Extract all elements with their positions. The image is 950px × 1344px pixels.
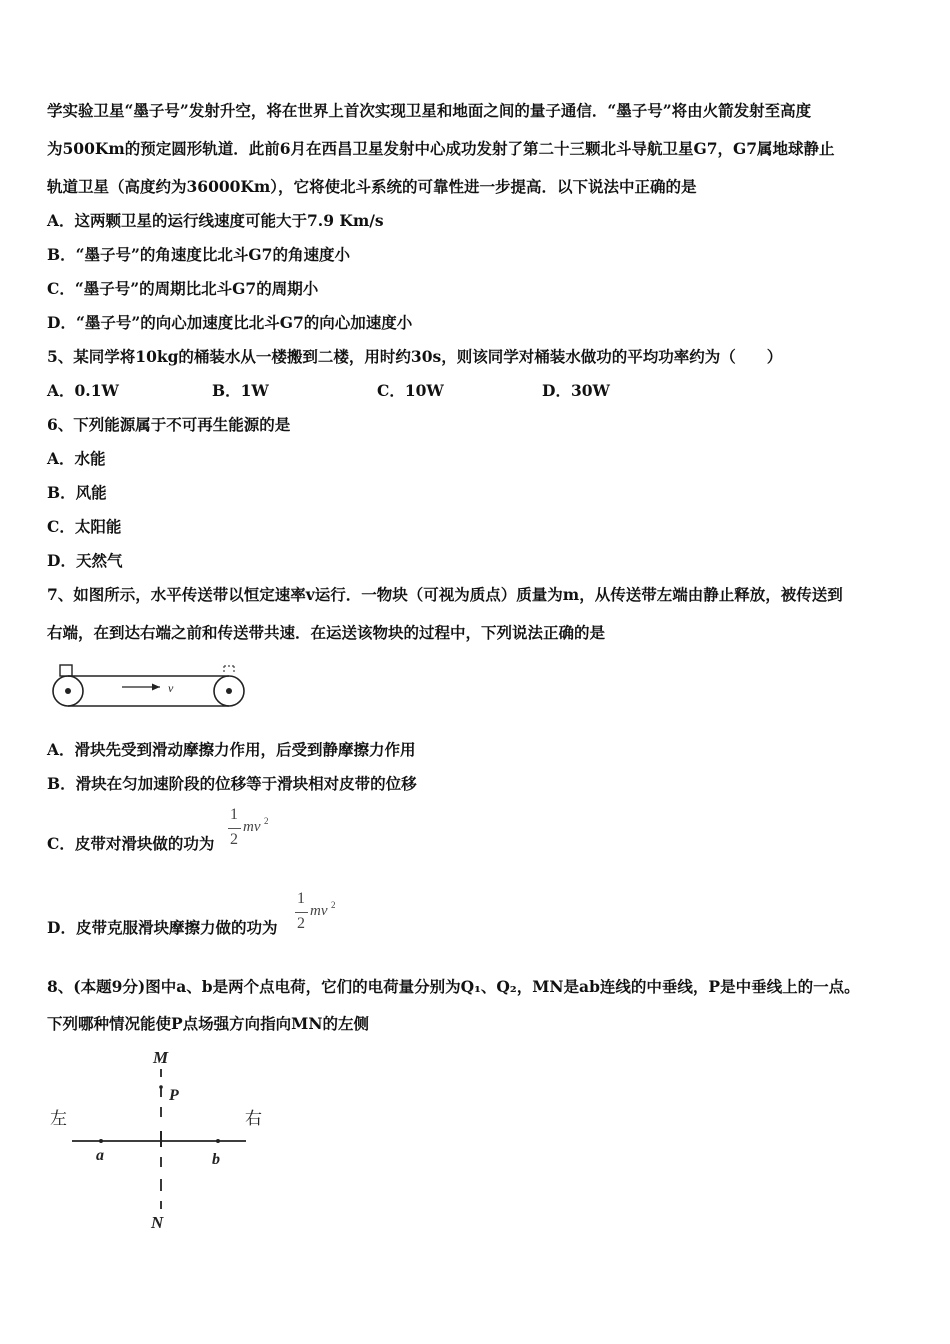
fraction-bar xyxy=(295,912,308,913)
q5-option-b: B．1W xyxy=(212,381,269,400)
formula-exponent: 2 xyxy=(331,900,336,910)
q6-option-b: B．风能 xyxy=(47,483,107,502)
q5-option-a: A．0.1W xyxy=(47,381,119,400)
fraction-bar xyxy=(228,828,241,829)
right-pulley-axle xyxy=(226,688,232,694)
fraction-denominator: 2 xyxy=(230,831,238,848)
q7-option-b: B．滑块在匀加速阶段的位移等于滑块相对皮带的位移 xyxy=(47,774,417,793)
q4-stem-line-3: 轨道卫星（高度约为36000Km），它将使北斗系统的可靠性进一步提高．以下说法中正确的是 xyxy=(47,177,697,196)
label-right: 右 xyxy=(245,1109,262,1128)
q4-option-c: C．“墨子号”的周期比北斗G7的周期小 xyxy=(47,279,319,298)
q7-option-c: C．皮带对滑块做的功为 xyxy=(47,834,215,853)
q5-options xyxy=(47,381,610,401)
label-b: b xyxy=(212,1151,220,1168)
label-P: P xyxy=(169,1087,179,1104)
q7-stem-line-1: 7、如图所示，水平传送带以恒定速率v运行．一物块（可视为质点）质量为m，从传送带左端由静止释放，被传送到 xyxy=(47,585,843,604)
q6-option-d: D．天然气 xyxy=(47,551,123,570)
fraction-numerator: 1 xyxy=(230,806,238,823)
velocity-label: v xyxy=(168,681,174,695)
block xyxy=(60,665,72,676)
block-at-right-dashed xyxy=(224,666,234,672)
q4-option-d: D．“墨子号”的向心加速度比北斗G7的向心加速度小 xyxy=(47,313,413,332)
q8-stem-line-1: 8、(本题9分)图中a、b是两个点电荷，它们的电荷量分别为Q₁、Q₂，MN是ab连线的中垂线，P是中垂线上的一点。 xyxy=(47,977,860,996)
q4-option-a: A．这两颗卫星的运行线速度可能大于7.9 Km/s xyxy=(47,211,384,230)
q4-stem-line-1: 学实验卫星“墨子号”发射升空，将在世界上首次实现卫星和地面之间的量子通信．“墨子号”将由火箭发射至高度 xyxy=(47,101,812,120)
q7-option-c-formula xyxy=(226,806,286,856)
conveyor-belt-figure xyxy=(48,660,248,712)
label-left: 左 xyxy=(50,1109,67,1128)
formula-exponent: 2 xyxy=(264,816,269,826)
charges-figure xyxy=(45,1043,285,1235)
fraction-denominator: 2 xyxy=(297,915,305,932)
q5-stem: 5、某同学将10kg的桶装水从一楼搬到二楼，用时约30s，则该同学对桶装水做功的平均功率约为（ ） xyxy=(47,347,783,366)
formula-expression: mv xyxy=(243,819,261,835)
label-M: M xyxy=(153,1048,169,1067)
label-N: N xyxy=(151,1213,164,1232)
charge-a xyxy=(99,1139,103,1143)
q7-option-d: D．皮带克服滑块摩擦力做的功为 xyxy=(47,918,278,937)
q6-stem: 6、下列能源属于不可再生能源的是 xyxy=(47,415,291,434)
velocity-arrowhead xyxy=(152,684,160,691)
q4-stem-line-2: 为500Km的预定圆形轨道．此前6月在西昌卫星发射中心成功发射了第二十三颗北斗导航卫星G7，G7属地球静止 xyxy=(47,139,835,158)
fraction-numerator: 1 xyxy=(297,890,305,907)
left-pulley-axle xyxy=(65,688,71,694)
formula-expression: mv xyxy=(310,903,328,919)
q4-option-b: B．“墨子号”的角速度比北斗G7的角速度小 xyxy=(47,245,350,264)
q6-option-a: A．水能 xyxy=(47,449,106,468)
q6-option-c: C．太阳能 xyxy=(47,517,122,536)
q7-stem-line-2: 右端，在到达右端之前和传送带共速．在运送该物块的过程中，下列说法正确的是 xyxy=(47,623,606,642)
charge-b xyxy=(216,1139,220,1143)
q7-option-d-formula xyxy=(293,890,353,940)
point-P-marker xyxy=(159,1085,163,1089)
q5-option-d: D．30W xyxy=(542,381,610,400)
label-a: a xyxy=(96,1147,104,1164)
q8-stem-line-2: 下列哪种情况能使P点场强方向指向MN的左侧 xyxy=(47,1014,369,1033)
q5-option-c: C．10W xyxy=(377,381,444,400)
q7-option-a: A．滑块先受到滑动摩擦力作用，后受到静摩擦力作用 xyxy=(47,740,416,759)
